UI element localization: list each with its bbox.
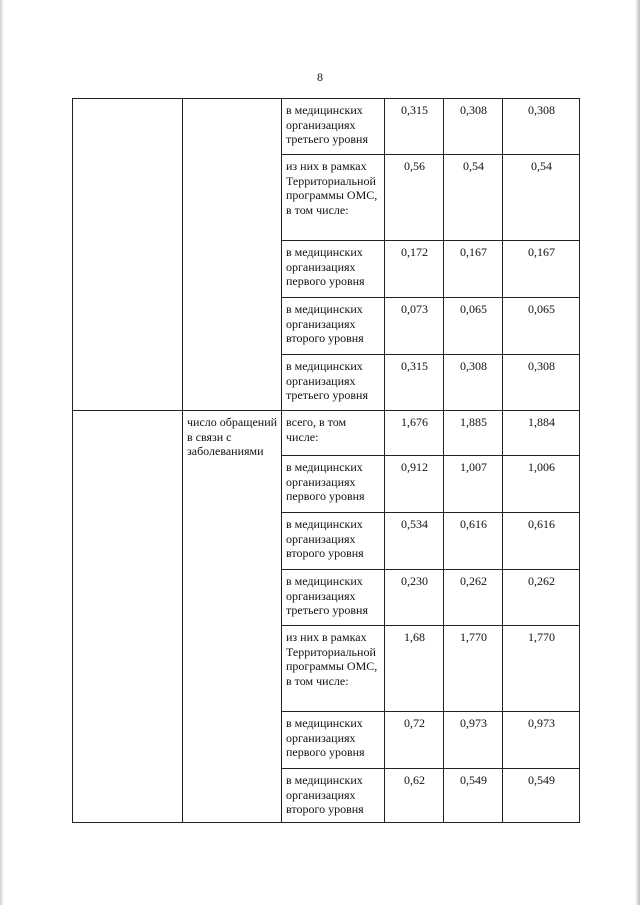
group-label: число обращений в связи с заболеваниями: [183, 411, 282, 823]
value-cell: 0,549: [503, 769, 580, 823]
value-cell: 0,62: [385, 769, 444, 823]
data-table: [72, 98, 580, 823]
value-cell: 0,262: [503, 570, 580, 626]
table-cell-empty: [73, 99, 183, 411]
scan-edge-left: [0, 0, 4, 905]
value-cell: 1,770: [503, 626, 580, 712]
value-cell: 0,616: [444, 513, 503, 570]
value-cell: 1,884: [503, 411, 580, 456]
value-cell: 0,065: [503, 298, 580, 355]
row-label: в медицинских организациях второго уровня: [282, 298, 385, 355]
table-cell-empty: [73, 411, 183, 823]
row-label: в медицинских организациях третьего уровня: [282, 355, 385, 411]
row-label: из них в рамках Территориальной программы ОМС, в том числе:: [282, 626, 385, 712]
value-cell: 0,549: [444, 769, 503, 823]
value-cell: 1,007: [444, 456, 503, 513]
value-cell: 1,006: [503, 456, 580, 513]
row-label: в медицинских организациях первого уровня: [282, 712, 385, 769]
value-cell: 1,885: [444, 411, 503, 456]
value-cell: 0,230: [385, 570, 444, 626]
table-row: [73, 99, 580, 155]
value-cell: 0,973: [503, 712, 580, 769]
value-cell: 0,315: [385, 99, 444, 155]
row-label: в медицинских организациях первого уровня: [282, 456, 385, 513]
value-cell: 0,308: [444, 99, 503, 155]
value-cell: 1,770: [444, 626, 503, 712]
scan-edge-right: [635, 0, 640, 905]
table-cell-empty: [183, 99, 282, 411]
page-number: 8: [317, 70, 323, 84]
value-cell: 0,172: [385, 241, 444, 298]
value-cell: 0,973: [444, 712, 503, 769]
value-cell: 0,54: [444, 155, 503, 241]
value-cell: 1,68: [385, 626, 444, 712]
row-label: в медицинских организациях третьего уровня: [282, 99, 385, 155]
value-cell: 0,56: [385, 155, 444, 241]
row-label: в медицинских организациях второго уровня: [282, 513, 385, 570]
row-label: в медицинских организациях третьего уровня: [282, 570, 385, 626]
value-cell: 0,308: [503, 355, 580, 411]
value-cell: 0,308: [503, 99, 580, 155]
value-cell: 0,167: [503, 241, 580, 298]
value-cell: 0,54: [503, 155, 580, 241]
value-cell: 0,065: [444, 298, 503, 355]
value-cell: 0,315: [385, 355, 444, 411]
value-cell: 0,912: [385, 456, 444, 513]
row-label: в медицинских организациях второго уровня: [282, 769, 385, 823]
row-label: в медицинских организациях первого уровня: [282, 241, 385, 298]
value-cell: 0,72: [385, 712, 444, 769]
table-row: [73, 411, 580, 456]
value-cell: 0,308: [444, 355, 503, 411]
value-cell: 0,534: [385, 513, 444, 570]
value-cell: 0,167: [444, 241, 503, 298]
value-cell: 0,073: [385, 298, 444, 355]
row-label: всего, в том числе:: [282, 411, 385, 456]
value-cell: 0,262: [444, 570, 503, 626]
value-cell: 0,616: [503, 513, 580, 570]
value-cell: 1,676: [385, 411, 444, 456]
row-label: из них в рамках Территориальной программы ОМС, в том числе:: [282, 155, 385, 241]
